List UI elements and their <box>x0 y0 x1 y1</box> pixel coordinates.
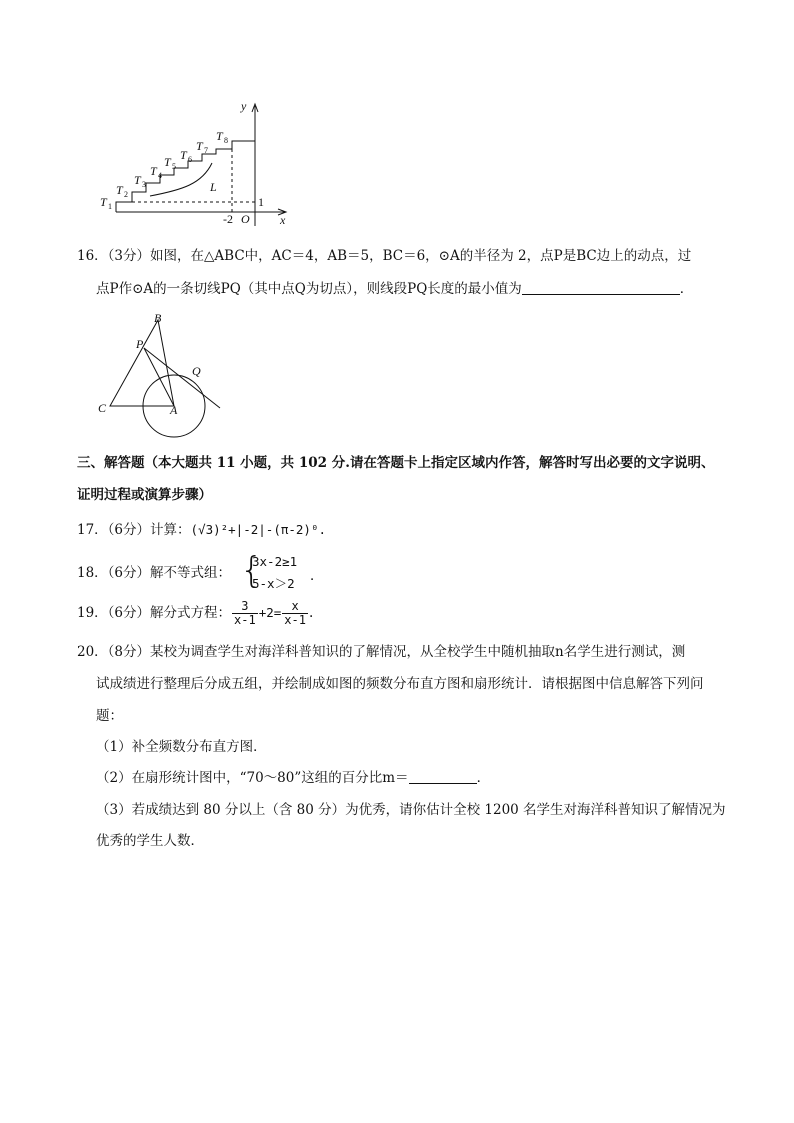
q20-sub3-line2: 优秀的学生人数． <box>96 833 204 849</box>
triangle-circle-figure <box>92 310 232 442</box>
q16-line1: 16．（3分）如图，在△ABC中，AC＝4，AB＝5，BC＝6，⊙A的半径为 2，点P是BC边上的动点，过 <box>77 248 692 264</box>
q19-mid: +2= <box>258 605 282 620</box>
q20-sub3-line1: （3）若成绩达到 80 分以上（含 80 分）为优秀，请你估计全校 1200 名学生对海洋科普知识了解情况为 <box>96 802 726 818</box>
q19-num1: 3 <box>232 600 258 614</box>
q20-sub2-end: ． <box>476 770 491 786</box>
label-t4: T <box>150 164 157 178</box>
q20-sub2: （2）在扇形统计图中，“70～80”这组的百分比m＝ <box>96 770 409 786</box>
q20-sub2-row <box>96 767 490 789</box>
q19-fraction2 <box>282 600 308 627</box>
label-c: C <box>98 401 107 415</box>
brace-icon: { <box>240 550 263 591</box>
label-one: 1 <box>258 195 264 209</box>
sub-7: 7 <box>204 146 208 155</box>
q17-prefix: 17．（6分）计算： <box>77 522 191 538</box>
label-origin: O <box>241 212 250 226</box>
q20-line2: 试成绩进行整理后分成五组，并绘制成如图的频数分布直方图和扇形统计．请根据图中信息解答下列问 <box>96 676 704 692</box>
label-neg2: -2 <box>223 212 233 226</box>
q16-end: ． <box>679 281 694 297</box>
label-t6: T <box>180 148 187 162</box>
q19-end: . <box>308 605 314 621</box>
sub-3: 3 <box>142 180 146 189</box>
q18-inequality-system <box>240 550 320 594</box>
label-q: Q <box>192 364 201 378</box>
q18-row2: 5-x＞2 <box>252 576 295 591</box>
q20-answer-blank[interactable] <box>409 769 477 784</box>
sub-8: 8 <box>224 136 228 145</box>
triangle-abc <box>110 320 174 406</box>
label-curve: L <box>210 180 217 194</box>
q17-expression: (√3)²+|-2|-(π-2)⁰. <box>190 522 326 537</box>
label-t5: T <box>164 155 171 169</box>
section3-line1: 三、解答题（本大题共 11 小题，共 102 分.请在答题卡上指定区域内作答，解答时写出必要的文字说明、 <box>77 455 715 471</box>
q16-answer-blank[interactable] <box>522 280 680 295</box>
q18-end: ． <box>310 568 324 584</box>
q20-sub1: （1）补全频数分布直方图． <box>96 739 267 755</box>
q19-row <box>77 600 313 627</box>
label-p: P <box>136 337 144 351</box>
label-y: y <box>241 99 247 113</box>
sub-1: 1 <box>108 202 112 211</box>
tangent-line-pq <box>144 348 220 408</box>
q20-line1: 20．（8分）某校为调查学生对海洋科普知识的了解情况，从全校学生中随机抽取n名学生进行测试，测 <box>77 644 686 660</box>
q19-num2: x <box>282 600 308 614</box>
q19-den1: x-1 <box>234 613 256 627</box>
q18-row1: 3x-2≥1 <box>252 554 298 569</box>
sub-6: 6 <box>188 155 192 164</box>
q16-line2-row <box>96 278 693 300</box>
label-x: x <box>280 213 286 227</box>
label-t1: T <box>100 195 107 209</box>
q19-den2: x-1 <box>284 613 306 627</box>
q20-line3: 题： <box>96 708 123 724</box>
section3-line2: 证明过程或演算步骤） <box>77 487 212 503</box>
sub-5: 5 <box>172 162 176 171</box>
label-a: A <box>170 403 178 417</box>
q18-prefix: 18．（6分）解不等式组： <box>77 565 232 581</box>
staircase-figure <box>92 98 302 230</box>
q19-prefix: 19．（6分）解分式方程： <box>77 605 232 621</box>
label-t3: T <box>134 173 141 187</box>
label-t7: T <box>196 139 203 153</box>
q16-line2: 点P作⊙A的一条切线PQ（其中点Q为切点），则线段PQ长度的最小值为 <box>96 281 522 297</box>
sub-4: 4 <box>158 171 162 180</box>
q17-row <box>77 519 326 541</box>
segment-pa <box>144 348 174 406</box>
label-t8: T <box>216 129 223 143</box>
label-t2: T <box>116 183 123 197</box>
label-b: B <box>154 311 162 325</box>
sub-2: 2 <box>124 190 128 199</box>
q19-fraction1 <box>232 600 258 627</box>
